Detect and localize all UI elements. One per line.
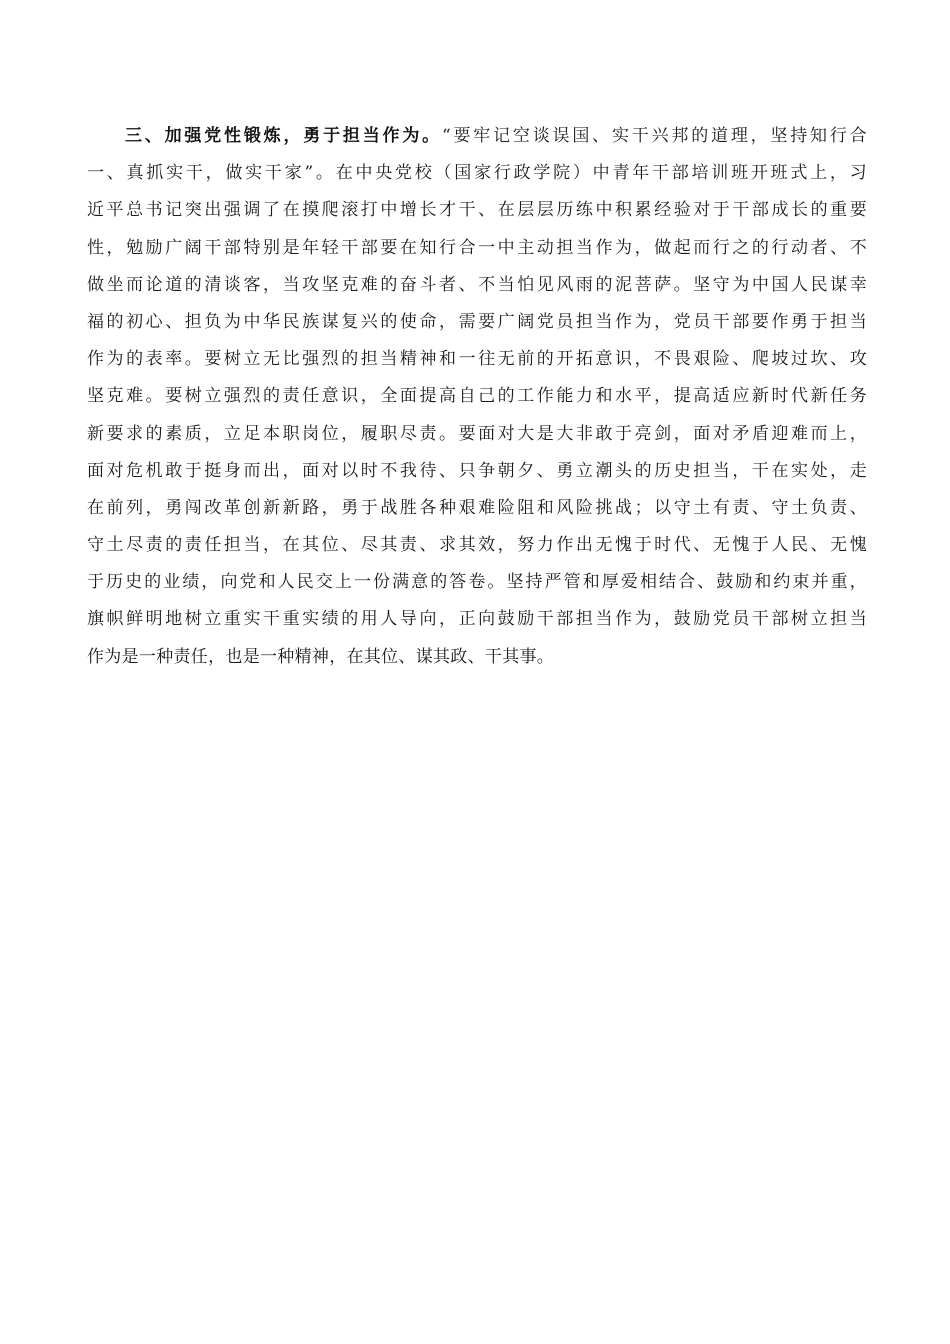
text-line-2: 一、真抓实干，做实干家”。在中央党校（国家行政学院）中青年干部培训班开班式上，习 [87,163,867,184]
text-line-1-body: “要牢记空谈误国、实干兴邦的道理，坚持知行合 [441,126,867,146]
paragraph-section-three [87,118,867,676]
text-line-5: 做坐而论道的清谈客，当攻坚克难的奋斗者、不当怕见风雨的泥菩萨。坚守为中国人民谋幸 [87,274,867,295]
section-heading: 三、加强党性锻炼，勇于担当作为。 [125,126,442,146]
text-line-14: 旗帜鲜明地树立重实干重实绩的用人导向，正向鼓励干部担当作为，鼓励党员干部树立担当 [87,609,867,630]
text-line-9: 新要求的素质，立足本职岗位，履职尽责。要面对大是大非敢于亮剑，面对矛盾迎难而上， [87,423,867,444]
text-line-7: 作为的表率。要树立无比强烈的担当精神和一往无前的开拓意识，不畏艰险、爬坡过坎、攻 [87,349,867,370]
text-line-1 [87,118,867,155]
text-line-15: 作为是一种责任，也是一种精神，在其位、谋其政、干其事。 [87,646,555,667]
text-line-3: 近平总书记突出强调了在摸爬滚打中增长才干、在层层历练中积累经验对于干部成长的重要 [87,200,867,221]
text-line-13: 于历史的业绩，向党和人民交上一份满意的答卷。坚持严管和厚爱相结合、鼓励和约束并重， [87,572,867,593]
text-line-11: 在前列，勇闯改革创新新路，勇于战胜各种艰难险阻和风险挑战；以守土有责、守土负责、 [87,497,867,518]
text-line-6: 福的初心、担负为中华民族谋复兴的使命，需要广阔党员担当作为，党员干部要作勇于担当 [87,311,867,332]
text-line-12: 守土尽责的责任担当，在其位、尽其责、求其效，努力作出无愧于时代、无愧于人民、无愧 [87,535,867,556]
text-line-8: 坚克难。要树立强烈的责任意识，全面提高自己的工作能力和水平，提高适应新时代新任务 [87,386,867,407]
text-line-10: 面对危机敢于挺身而出，面对以时不我待、只争朝夕、勇立潮头的历史担当，干在实处，走 [87,460,867,481]
text-line-4: 性，勉励广阔干部特别是年轻干部要在知行合一中主动担当作为，做起而行之的行动者、不 [87,237,867,258]
